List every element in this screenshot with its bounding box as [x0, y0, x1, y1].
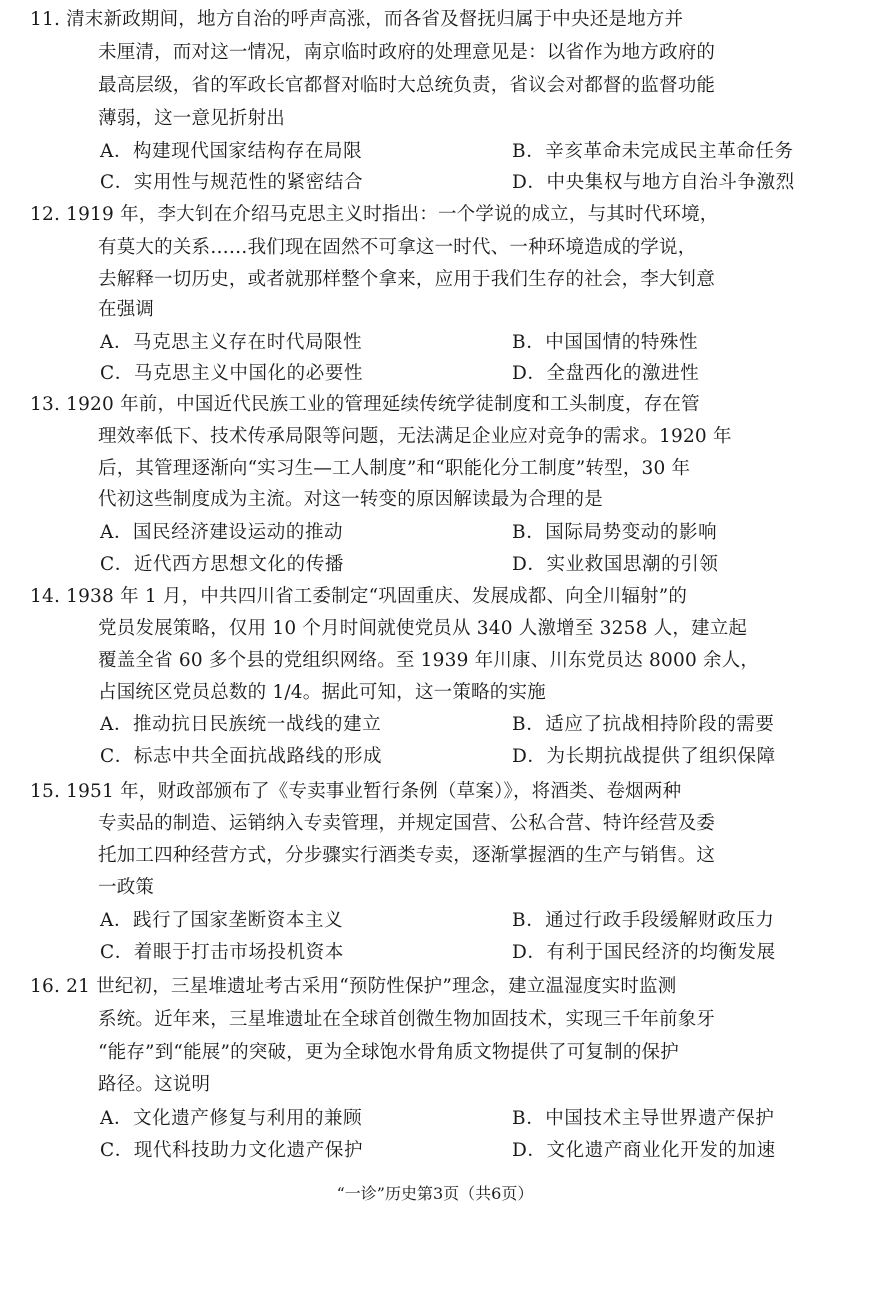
option-a: A．构建现代国家结构存在局限	[100, 141, 363, 162]
question-text-line: 未厘清，而对这一情况，南京临时政府的处理意见是：以省作为地方政府的	[98, 42, 716, 63]
question-text-line: 最高层级，省的军政长官都督对临时大总统负责，省议会对都督的监督功能	[98, 75, 716, 96]
option-a: A．践行了国家垄断资本主义	[100, 910, 344, 931]
option-a: A．推动抗日民族统一战线的建立	[100, 714, 382, 735]
option-a: A．文化遗产修复与利用的兼顾	[100, 1108, 363, 1129]
option-c: C．近代西方思想文化的传播	[100, 554, 344, 575]
option-d: D．文化遗产商业化开发的加速	[512, 1140, 776, 1161]
option-b: B．适应了抗战相持阶段的需要	[512, 714, 775, 735]
question-text-line: 11. 清末新政期间，地方自治的呼声高涨，而各省及督抚归属于中央还是地方并	[30, 9, 684, 30]
question-text-line: 有莫大的关系……我们现在固然不可拿这一时代、一种环境造成的学说，	[98, 237, 697, 258]
option-c: C．实用性与规范性的紧密结合	[100, 172, 364, 193]
question-text-line: 代初这些制度成为主流。对这一转变的原因解读最为合理的是	[98, 489, 603, 510]
question-text-line: 14. 1938 年 1 月，中共四川省工委制定“巩固重庆、发展成都、向全川辐射”的	[30, 586, 688, 607]
option-c: C．标志中共全面抗战路线的形成	[100, 746, 383, 767]
option-b: B．通过行政手段缓解财政压力	[512, 910, 775, 931]
question-text-line: 覆盖全省 60 多个县的党组织网络。至 1939 年川康、川东党员达 8000 余人，	[98, 650, 760, 671]
option-b: B．国际局势变动的影响	[512, 522, 718, 543]
page-footer: “一诊”历史第3页（共6页）	[336, 1184, 534, 1203]
question-text-line: 占国统区党员总数的 1/4。据此可知，这一策略的实施	[98, 682, 546, 703]
option-b: B．中国技术主导世界遗产保护	[512, 1108, 775, 1129]
question-text-line: 托加工四种经营方式，分步骤实行酒类专卖，逐渐掌握酒的生产与销售。这	[98, 845, 716, 866]
option-b: B．辛亥革命未完成民主革命任务	[512, 141, 794, 162]
question-text-line: “能存”到“能展”的突破，更为全球饱水骨角质文物提供了可复制的保护	[98, 1042, 679, 1063]
question-text-line: 理效率低下、技术传承局限等问题，无法满足企业应对竞争的需求。1920 年	[98, 426, 732, 447]
question-text-line: 13. 1920 年前，中国近代民族工业的管理延续传统学徒制度和工头制度，存在管	[30, 394, 700, 415]
question-text-line: 党员发展策略，仅用 10 个月时间就使党员从 340 人激增至 3258 人，建立起	[98, 618, 748, 639]
option-a: A．马克思主义存在时代局限性	[100, 332, 363, 353]
question-text-line: 后，其管理逐渐向“实习生—工人制度”和“职能化分工制度”转型，30 年	[98, 458, 691, 479]
option-d: D．全盘西化的激进性	[512, 363, 700, 384]
question-text-line: 路径。这说明	[98, 1074, 211, 1095]
question-text-line: 一政策	[98, 877, 155, 898]
question-text-line: 专卖品的制造、运销纳入专卖管理，并规定国营、公私合营、特许经营及委	[98, 813, 716, 834]
question-text-line: 在强调	[98, 299, 155, 320]
option-c: C．着眼于打击市场投机资本	[100, 942, 344, 963]
option-c: C．马克思主义中国化的必要性	[100, 363, 364, 384]
question-text-line: 系统。近年来，三星堆遗址在全球首创微生物加固技术，实现三千年前象牙	[98, 1009, 716, 1030]
option-c: C．现代科技助力文化遗产保护	[100, 1140, 364, 1161]
question-text-line: 薄弱，这一意见折射出	[98, 108, 286, 129]
option-d: D．为长期抗战提供了组织保障	[512, 746, 776, 767]
question-text-line: 16. 21 世纪初，三星堆遗址考古采用“预防性保护”理念，建立温湿度实时监测	[30, 976, 677, 997]
option-b: B．中国国情的特殊性	[512, 332, 699, 353]
option-a: A．国民经济建设运动的推动	[100, 522, 344, 543]
option-d: D．实业救国思潮的引领	[512, 554, 719, 575]
question-text-line: 去解释一切历史，或者就那样整个拿来，应用于我们生存的社会，李大钊意	[98, 269, 716, 290]
option-d: D．有利于国民经济的均衡发展	[512, 942, 776, 963]
option-d: D．中央集权与地方自治斗争激烈	[512, 172, 795, 193]
question-text-line: 12. 1919 年，李大钊在介绍马克思主义时指出：一个学说的成立，与其时代环境，	[30, 204, 719, 225]
question-text-line: 15. 1951 年，财政部颁布了《专卖事业暂行条例（草案）》，将酒类、卷烟两种	[30, 781, 682, 802]
